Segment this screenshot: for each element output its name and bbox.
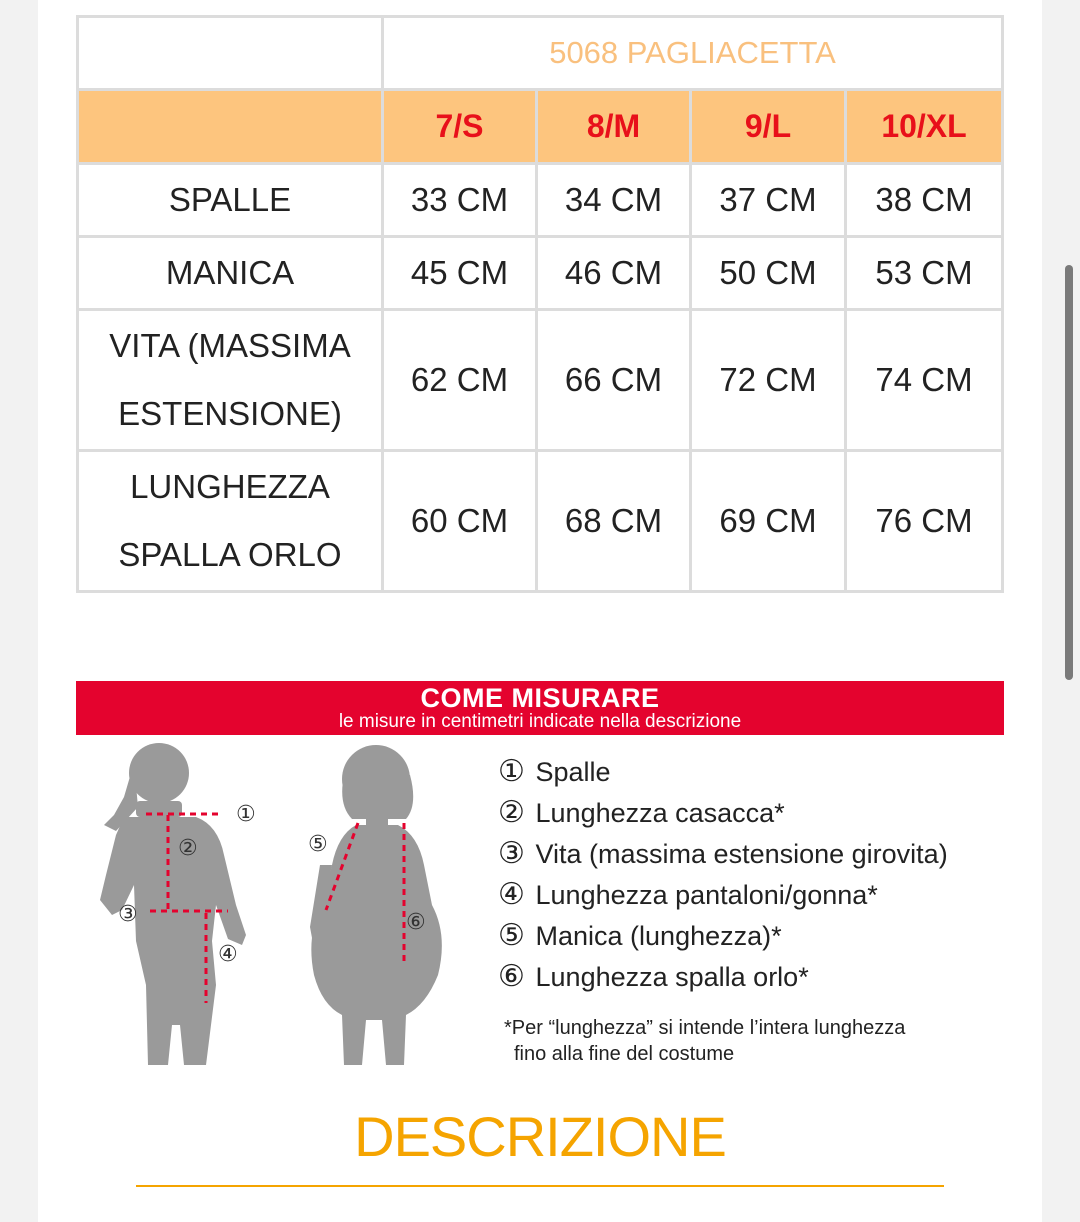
empty-header-cell — [78, 90, 383, 164]
measure-cell: 34 CM — [537, 164, 691, 237]
length-note — [498, 1015, 1004, 1067]
how-to-measure-panel — [76, 681, 1004, 1081]
measure-cell: 50 CM — [691, 237, 846, 310]
measure-cell: 38 CM — [846, 164, 1003, 237]
legend-item: ① Spalle — [498, 755, 611, 788]
measure-cell: 45 CM — [383, 237, 537, 310]
length-note-line: *Per “lunghezza” si intende l’intera lunghezza — [504, 1017, 906, 1039]
row-label-line: SPALLA ORLO — [118, 536, 342, 573]
legend-item: ⑤ Manica (lunghezza)* — [498, 919, 782, 952]
marker-1: ① — [236, 802, 256, 827]
table-row — [78, 310, 1003, 451]
measure-cell: 68 CM — [537, 451, 691, 592]
row-label: SPALLE — [78, 164, 383, 237]
row-label — [78, 451, 383, 592]
measure-cell: 69 CM — [691, 451, 846, 592]
row-label — [78, 310, 383, 451]
title-row — [78, 17, 1003, 90]
measure-cell: 66 CM — [537, 310, 691, 451]
measure-cell: 53 CM — [846, 237, 1003, 310]
measure-cell: 76 CM — [846, 451, 1003, 592]
table-row — [78, 451, 1003, 592]
size-header-row — [78, 90, 1003, 164]
marker-4: ④ — [218, 942, 238, 967]
measure-legend — [498, 751, 1004, 1067]
legend-item: ② Lunghezza casacca* — [498, 796, 785, 829]
marker-2: ② — [178, 836, 198, 861]
legend-item: ③ Vita (massima estensione girovita) — [498, 837, 948, 870]
measure-cell: 46 CM — [537, 237, 691, 310]
marker-6: ⑥ — [406, 910, 426, 935]
row-label: MANICA — [78, 237, 383, 310]
how-to-measure-title: COME MISURARE — [420, 683, 660, 713]
description-heading: DESCRIZIONE — [354, 1105, 726, 1168]
row-label-line: LUNGHEZZA — [130, 468, 330, 505]
how-to-measure-subtitle: le misure in centimetri indicate nella descrizione — [338, 711, 742, 732]
measure-figures — [76, 735, 496, 1085]
size-table — [76, 15, 1004, 593]
row-label-line: ESTENSIONE) — [118, 395, 342, 432]
measure-cell: 37 CM — [691, 164, 846, 237]
measure-cell: 72 CM — [691, 310, 846, 451]
how-to-measure-banner — [76, 681, 1004, 735]
girl-silhouette-icon — [310, 745, 442, 1065]
legend-item: ⑥ Lunghezza spalla orlo* — [498, 960, 809, 993]
empty-cell — [78, 17, 383, 90]
measure-cell: 62 CM — [383, 310, 537, 451]
table-row — [78, 237, 1003, 310]
size-header: 7/S — [383, 90, 537, 164]
scrollbar[interactable] — [1065, 265, 1073, 680]
measure-cell: 60 CM — [383, 451, 537, 592]
size-header: 8/M — [537, 90, 691, 164]
table-row — [78, 164, 1003, 237]
size-header: 10/XL — [846, 90, 1003, 164]
legend-item: ④ Lunghezza pantaloni/gonna* — [498, 878, 878, 911]
marker-5: ⑤ — [308, 832, 328, 857]
description-divider — [136, 1185, 944, 1187]
measure-cell: 74 CM — [846, 310, 1003, 451]
row-label-line: VITA (MASSIMA — [109, 327, 351, 364]
size-header: 9/L — [691, 90, 846, 164]
measure-cell: 33 CM — [383, 164, 537, 237]
marker-3: ③ — [118, 902, 138, 927]
length-note-line: fino alla fine del costume — [514, 1043, 735, 1065]
product-title: 5068 PAGLIACETTA — [383, 17, 1003, 90]
